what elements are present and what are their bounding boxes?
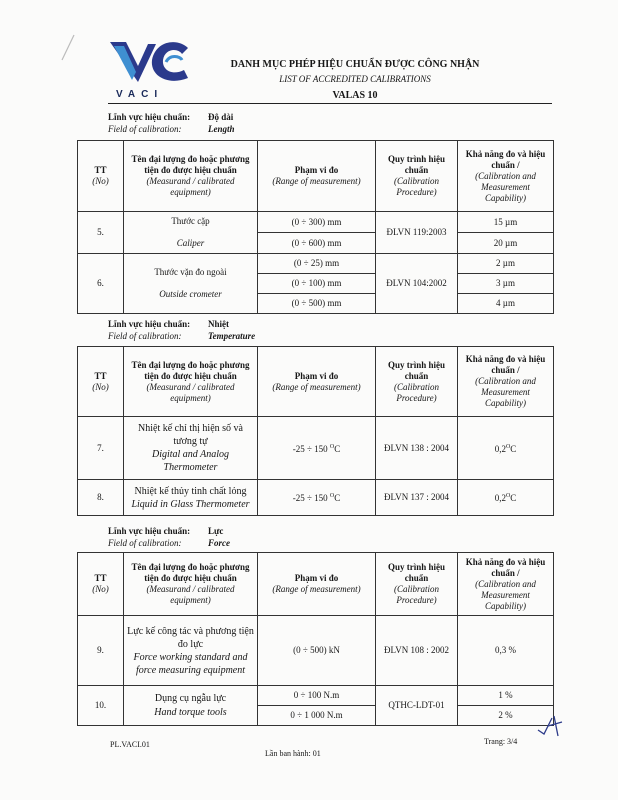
field-temperature-label [108, 318, 255, 342]
length-table [77, 140, 554, 314]
row-procedure: ĐLVN 108 : 2002 [376, 616, 458, 686]
field-force-label [108, 525, 230, 549]
row-range: (0 ÷ 25) mm [258, 254, 376, 274]
col-measurand: Tên đại lượng đo hoặc phương tiện đo được hiệu chuẩn (Measurand / calibrated equipment) [124, 553, 258, 616]
row-range: -25 ÷ 150 $^O$C [258, 417, 376, 480]
row-range: (0 ÷ 600) mm [258, 233, 376, 254]
row-procedure: ĐLVN 119:2003 [376, 212, 458, 254]
row-range: (0 ÷ 500) kN [258, 616, 376, 686]
row-range: (0 ÷ 500) mm [258, 294, 376, 314]
row-procedure: ĐLVN 104:2002 [376, 254, 458, 314]
table-row [78, 686, 554, 706]
row-no: 5. [78, 212, 124, 254]
table-header-row [78, 553, 554, 616]
row-range: 0 ÷ 1 000 N.m [258, 706, 376, 726]
row-procedure: ĐLVN 138 : 2004 [376, 417, 458, 480]
table-row [78, 616, 554, 686]
col-range: Phạm vi đo (Range of measurement) [258, 347, 376, 417]
col-capability: Khả năng đo và hiệu chuẩn / (Calibration and Measurement Capability) [458, 347, 554, 417]
vaci-logo [108, 36, 192, 104]
row-measurand: Thước cặp Caliper [124, 212, 258, 254]
row-measurand: Lực kế công tác và phương tiện đo lực Force working standard and force measuring equipment [124, 616, 258, 686]
row-no: 8. [78, 480, 124, 516]
row-measurand: Dụng cụ ngẫu lực Hand torque tools [124, 686, 258, 726]
col-procedure: Quy trình hiệu chuẩn (Calibration Procedure) [376, 553, 458, 616]
table-row [78, 417, 554, 480]
row-procedure: QTHC-LDT-01 [376, 686, 458, 726]
row-measurand: Nhiệt kế thủy tinh chất lỏng Liquid in Glass Thermometer [124, 480, 258, 516]
table-row [78, 480, 554, 516]
col-no: TT (No) [78, 553, 124, 616]
row-measurand: Thước vặn đo ngoài Outside crometer [124, 254, 258, 314]
field-length-label [108, 111, 235, 135]
field-label-en: Field of calibration: [108, 331, 182, 341]
col-measurand: Tên đại lượng đo hoặc phương tiện đo được hiệu chuẩn (Measurand / calibrated equipment) [124, 347, 258, 417]
row-capability: 2 % [458, 706, 554, 726]
table-row [78, 212, 554, 233]
logo-text: VACI [116, 89, 164, 100]
row-capability: 15 µm [458, 212, 554, 233]
row-capability: $0,2^OC$ [458, 417, 554, 480]
col-capability: Khả năng đo và hiệu chuẩn / (Calibration and Measurement Capability) [458, 553, 554, 616]
row-range: -25 ÷ 150 $^O$C [258, 480, 376, 516]
field-value-en: Temperature [208, 331, 256, 341]
issue-number: Lần ban hành: 01 [265, 749, 321, 758]
row-capability: 4 µm [458, 294, 554, 314]
list-title-vi: DANH MỤC PHÉP HIỆU CHUẨN ĐƯỢC CÔNG NHẬN [230, 59, 480, 70]
row-no: 10. [78, 686, 124, 726]
signature-mark [536, 712, 566, 738]
row-capability: 0,3 % [458, 616, 554, 686]
col-procedure: Quy trình hiệu chuẩn (Calibration Procedure) [376, 141, 458, 212]
pen-mark [60, 34, 76, 62]
col-no: TT (No) [78, 347, 124, 417]
row-range: (0 ÷ 300) mm [258, 212, 376, 233]
field-label-vi: Lĩnh vực hiệu chuẩn: [108, 526, 191, 536]
row-capability: 2 µm [458, 254, 554, 274]
list-title-en: LIST OF ACCREDITED CALIBRATIONS [279, 74, 431, 84]
row-no: 6. [78, 254, 124, 314]
row-measurand: Nhiệt kế chỉ thị hiện số và tương tự Digital and Analog Thermometer [124, 417, 258, 480]
table-header-row [78, 141, 554, 212]
doc-code: PL.VACI.01 [110, 740, 150, 749]
row-procedure: ĐLVN 137 : 2004 [376, 480, 458, 516]
row-no: 7. [78, 417, 124, 480]
row-no: 9. [78, 616, 124, 686]
field-value-en: Force [208, 538, 230, 548]
header-divider [108, 103, 552, 104]
col-no: TT (No) [78, 141, 124, 212]
row-range: (0 ÷ 100) mm [258, 274, 376, 294]
force-table [77, 552, 554, 726]
field-value-en: Length [208, 124, 235, 134]
row-capability: 1 % [458, 686, 554, 706]
field-label-en: Field of calibration: [108, 538, 182, 548]
accreditation-code: VALAS 10 [332, 90, 378, 101]
temperature-table [77, 346, 554, 516]
field-label-vi: Lĩnh vực hiệu chuẩn: [108, 112, 191, 122]
table-row [78, 254, 554, 274]
row-capability: 3 µm [458, 274, 554, 294]
field-value-vi: Độ dài [208, 112, 234, 122]
col-measurand: Tên đại lượng đo hoặc phương tiện đo được hiệu chuẩn (Measurand / calibrated equipment) [124, 141, 258, 212]
col-procedure: Quy trình hiệu chuẩn (Calibration Procedure) [376, 347, 458, 417]
field-label-en: Field of calibration: [108, 124, 182, 134]
field-value-vi: Lực [208, 526, 224, 536]
table-header-row [78, 347, 554, 417]
col-range: Phạm vi đo (Range of measurement) [258, 141, 376, 212]
col-range: Phạm vi đo (Range of measurement) [258, 553, 376, 616]
page-number: Trang: 3/4 [484, 737, 518, 746]
col-capability: Khả năng đo và hiệu chuẩn / (Calibration and Measurement Capability) [458, 141, 554, 212]
row-capability: 20 µm [458, 233, 554, 254]
field-label-vi: Lĩnh vực hiệu chuẩn: [108, 319, 191, 329]
row-capability: $0,2^OC$ [458, 480, 554, 516]
vaci-logo-mark [108, 36, 192, 90]
row-range: 0 ÷ 100 N.m [258, 686, 376, 706]
field-value-vi: Nhiệt [208, 319, 229, 329]
